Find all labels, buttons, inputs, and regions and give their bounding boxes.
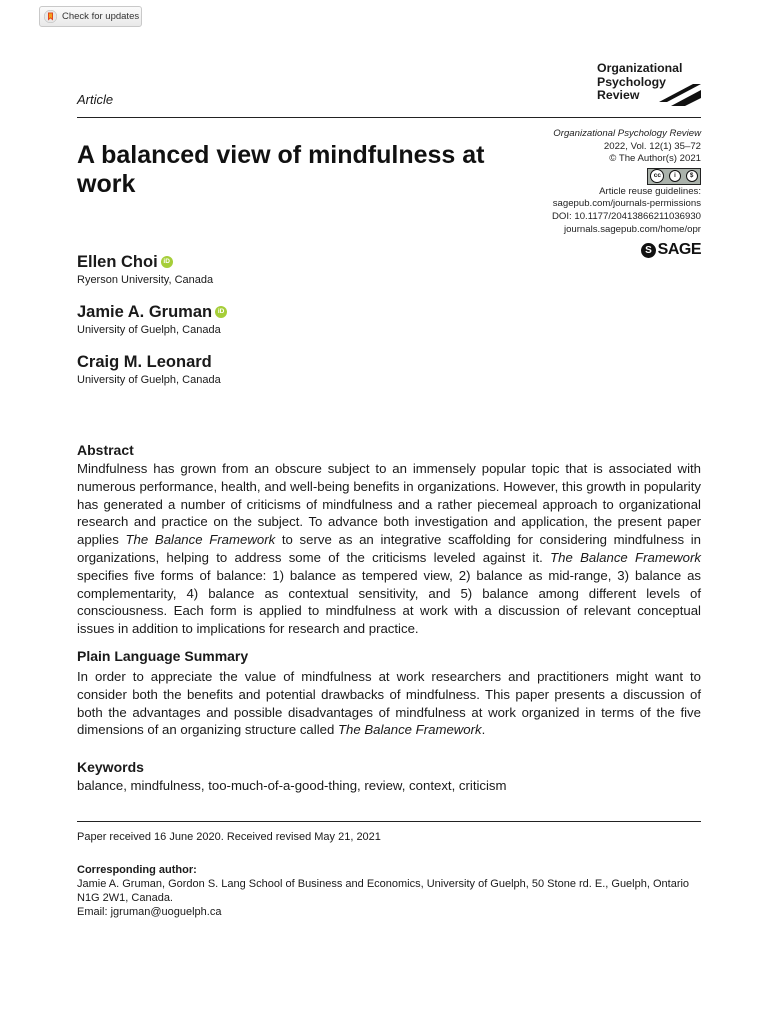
bookmark-badge-icon [44,10,57,23]
author-affiliation: University of Guelph, Canada [77,324,221,336]
author-affiliation: University of Guelph, Canada [77,374,221,386]
author-name[interactable]: Craig M. Leonard [77,353,212,371]
corresponding-email[interactable]: Email: jgruman@uoguelph.ca [77,906,222,918]
article-type: Article [77,92,114,107]
journal-logo-mark-icon [657,78,701,108]
journal-logo-name: Organizational Psychology Review [597,61,683,103]
copyright-line: © The Author(s) 2021 [609,153,701,165]
check-for-updates-button[interactable] [39,6,142,27]
doi[interactable]: DOI: 10.1177/20413866211036930 [551,210,701,222]
plain-summary-text: In order to appreciate the value of mindfulness at work researchers and practitioners might want to consider both the benefits and potential drawbacks of mindfulness. This paper presents a discussion of both the advantages and possible disadvantages of mindfulness at work organized in terms of the five dimensions of an organizing structure called The Balance Framework. [77,669,701,738]
article-title: A balanced view of mindfulness at work [77,141,485,198]
plain-summary-heading: Plain Language Summary [77,648,249,664]
author-affiliation: Ryerson University, Canada [77,274,214,286]
author-name[interactable]: Jamie A. Gruman [77,303,213,321]
reuse-link[interactable]: sagepub.com/journals-permissions [552,198,701,210]
journal-logo [597,62,707,108]
sage-s-icon: S [641,243,656,258]
corresponding-heading: Corresponding author: [77,864,197,876]
cc-icon: cc [650,169,664,183]
author-block [77,353,221,387]
publisher-logo [641,241,701,259]
received-dates: Paper received 16 June 2020. Received revised May 21, 2021 [77,831,381,843]
journal-link[interactable]: journals.sagepub.com/home/opr [563,223,701,235]
keywords-text: balance, mindfulness, too-much-of-a-good-thing, review, context, criticism [77,778,507,793]
corresponding-author [77,863,701,919]
author-block [77,303,227,337]
orcid-icon[interactable]: iD [161,256,173,268]
creative-commons-badge [647,168,701,185]
abstract-heading: Abstract [77,442,134,458]
keywords-heading: Keywords [77,759,144,775]
orcid-icon[interactable]: iD [215,306,227,318]
check-updates-label: Check for updates [62,11,140,22]
journal-name: Organizational Psychology Review [553,128,701,139]
publication-metadata [441,128,701,236]
publisher-name: SAGE [657,241,701,258]
author-block [77,253,213,287]
footer-divider [77,821,701,822]
abstract-text: Mindfulness has grown from an obscure subject to an immensely popular topic that is associated with numerous performance, health, and well-being benefits in organizations. However, this growth in popularity has generated a number of criticisms of mindfulness and a rather piecemeal approach to organizational research and practice on the subject. To advance both investigation and application, the present paper applies The Balance Framework to serve as an integrative scaffolding for considering mindfulness in organizations, helping to address some of the criticisms leveled against it. The Balance Framework specifies five forms of balance: 1) balance as tempered view, 2) balance as mid-range, 3) balance as complementarity, 4) balance as contextual sensitivity, and 5) balance among different levels of consciousness. Each form is applied to mindfulness at work with a discussion of relevant conceptual issues in addition to implications for research and practice. [77,461,701,637]
by-attribution-icon: i [669,170,681,182]
author-name[interactable]: Ellen Choi [77,253,158,271]
noncommercial-icon: $ [686,170,698,182]
volume-info: 2022, Vol. 12(1) 35–72 [603,140,701,152]
corresponding-address: Jamie A. Gruman, Gordon S. Lang School of Business and Economics, University of Guelph, 50 Stone rd. E., Guelph, Ontario N1G 2W1, Canada. [77,878,690,904]
reuse-label: Article reuse guidelines: [599,185,701,197]
header-divider [77,117,701,118]
